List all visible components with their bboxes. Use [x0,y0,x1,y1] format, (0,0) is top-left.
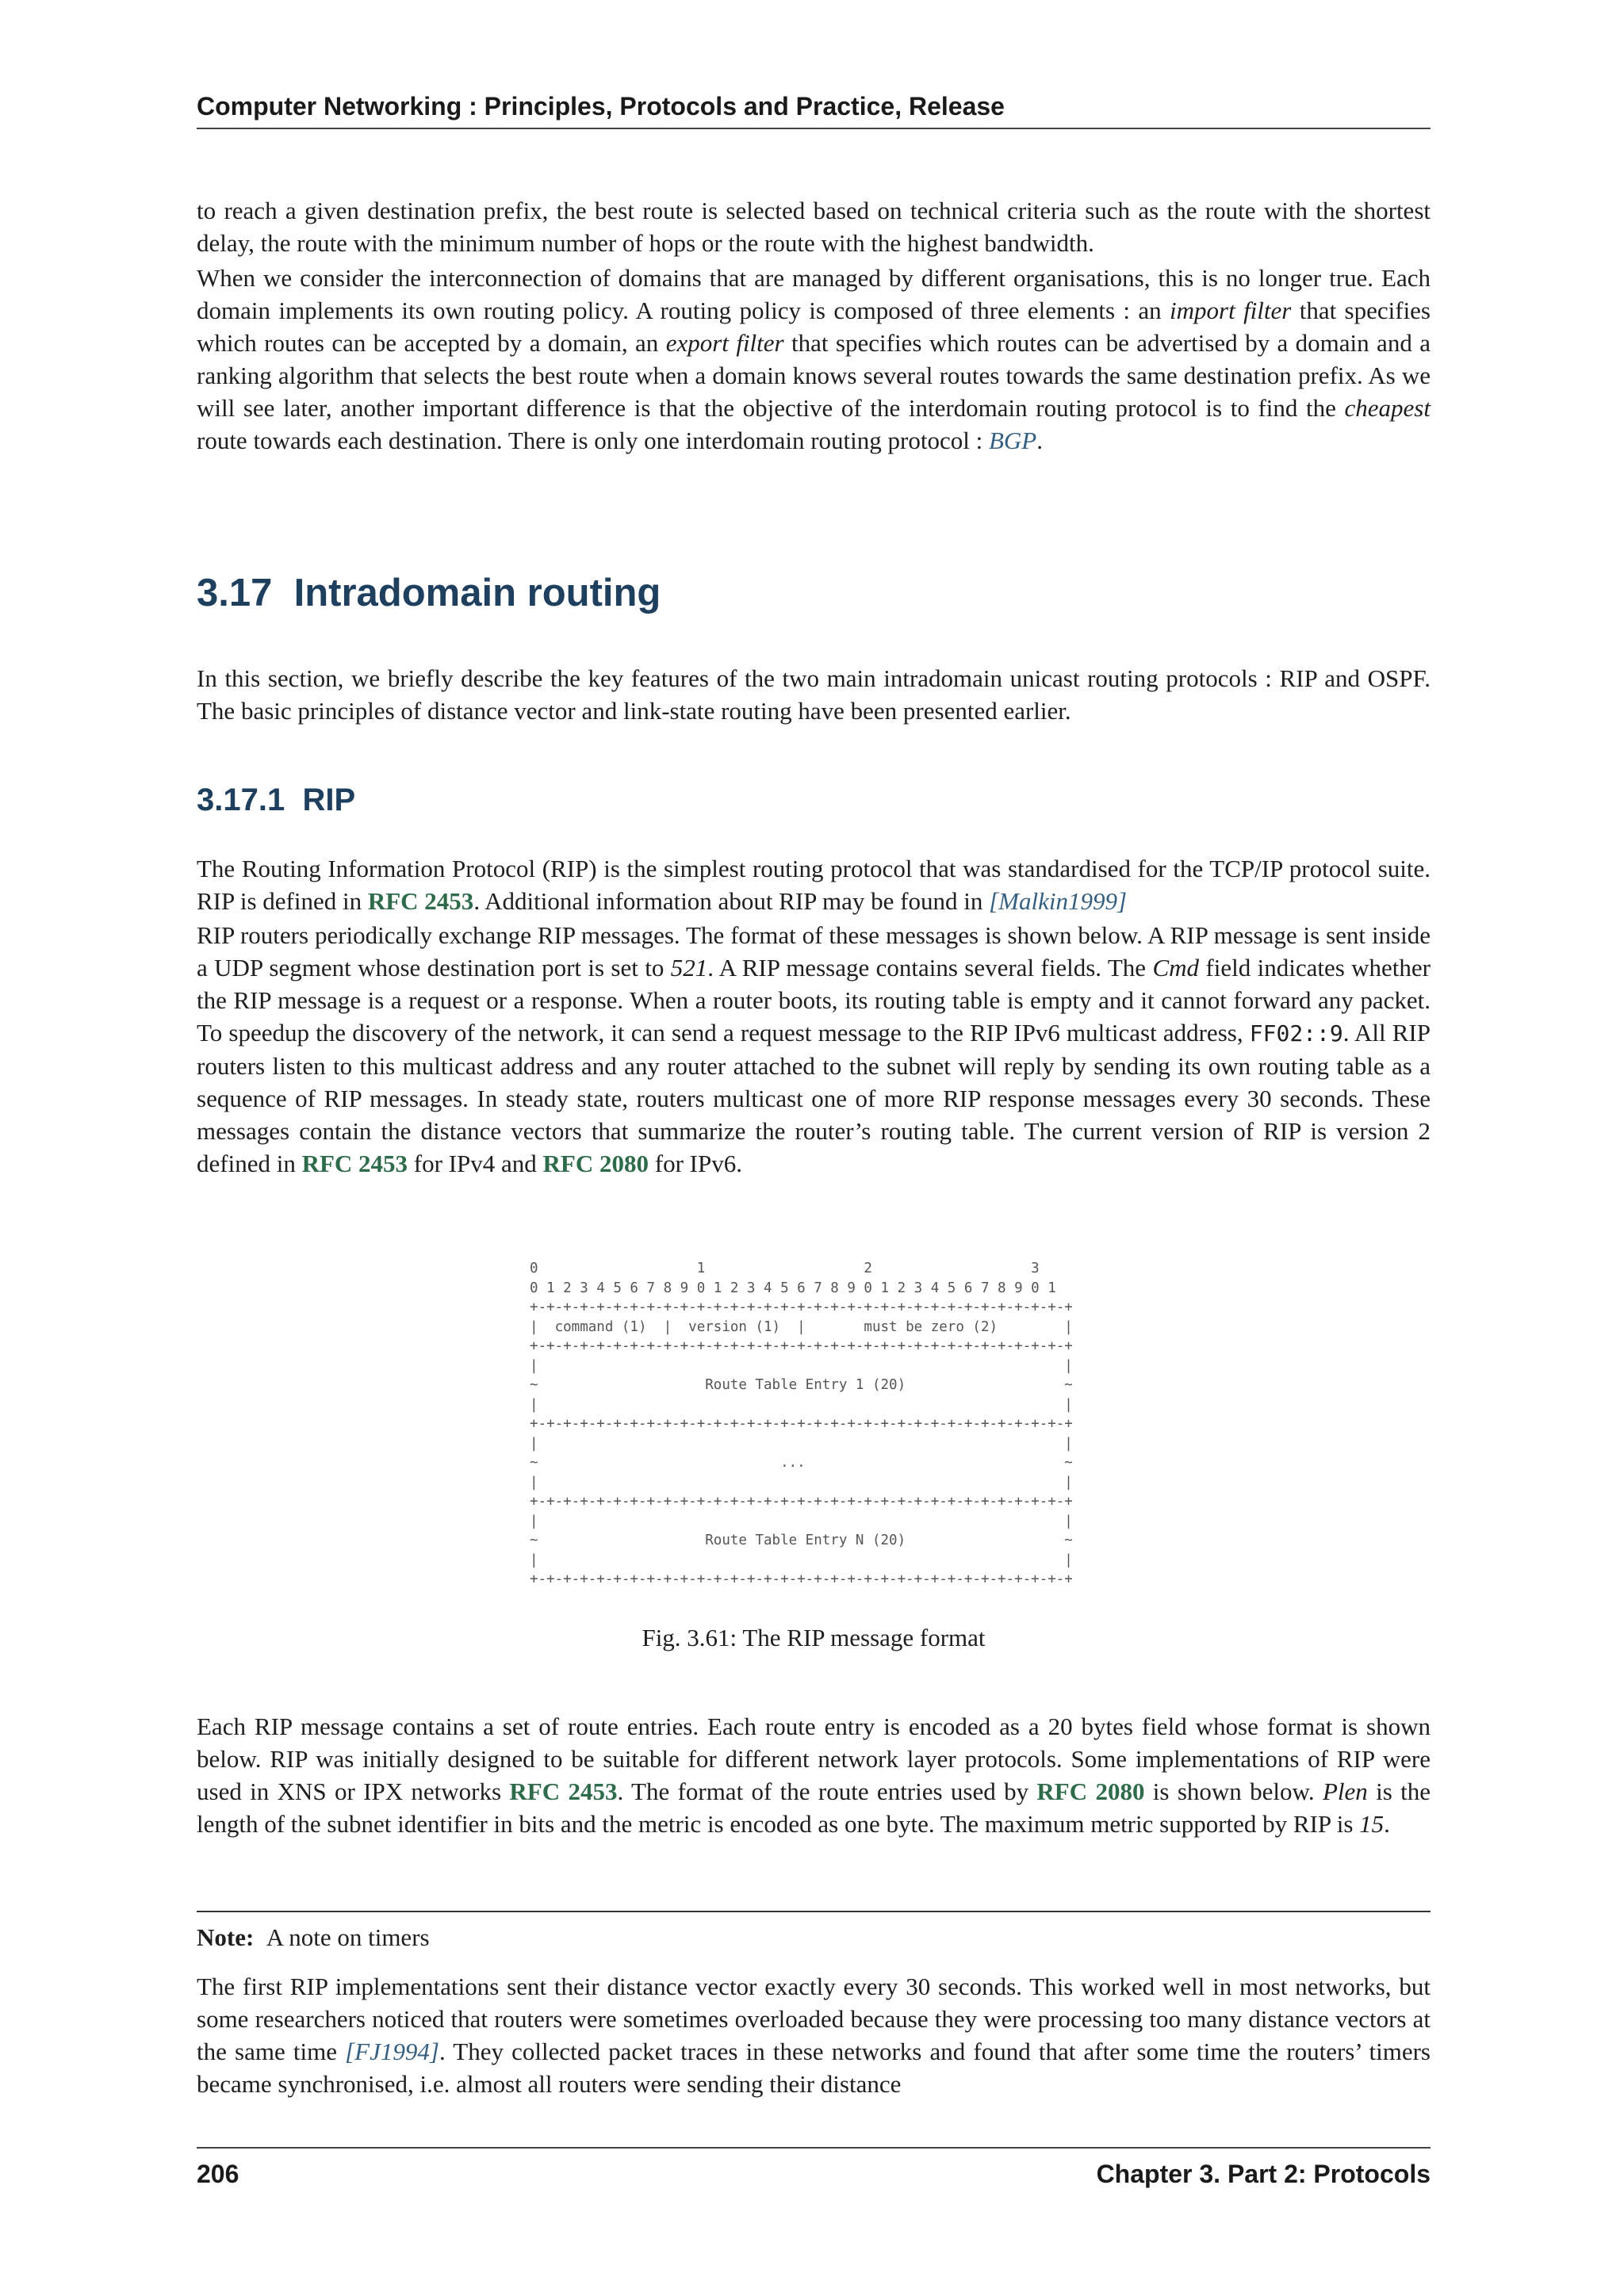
route-entries-paragraph [197,1710,1431,1840]
subsection-title: RIP [302,783,356,817]
text-run: . A RIP message contains several fields. The [707,954,1153,982]
header-rule [197,128,1431,129]
text-run: field indicates whether the RIP message is a request or a response. When a router boots, its routing table is empty and it cannot forward any packet. To speedup the discovery of the network, it can send a request message to the RIP IPv6 multicast address, [197,954,1431,1047]
rip-message-format-diagram [530,1259,1126,1592]
text-run: When we consider the interconnection of domains that are managed by different organisations, this is no longer true. Each domain implements its own routing policy. A routing policy is composed of three elements : an [197,264,1431,324]
intro-text-1: to reach a given destination prefix, the best route is selected based on technical criteria such as the route with the shortest delay, the route with the minimum number of hops or the route with the highest bandwidth. [197,197,1431,257]
note-title: A note on timers [266,1923,430,1951]
diagram-text: 0 1 2 3 0 1 2 3 4 5 6 7 8 9 0 1 2 3 4 5 6 7 8 9 0 1 2 3 4 5 6 7 8 9 0 1 +-+-+-+-+-+-+-+-+-+-+-+-+-+-+-+-+-+-+-+-+-+-+-+-+-+-+-+-+-+-+-+-+ | command (1) | version (1) | must be zero (2) | +-+-+-+-+-+-+-+-+-+-+-+-+-+-+-+-+-+-+-+-+-+-+-+-+-+-+-+-+-+-+-+-+ | | ~ Route Table Entry 1 (20) ~ | | +-+-+-+-+-+-+-+-+-+-+-+-+-+-+-+-+-+-+-+-+-+-+-+-+-+-+-+-+-+-+-+-+ | | ~ ... ~ | | +-+-+-+-+-+-+-+-+-+-+-+-+-+-+-+-+-+-+-+-+-+-+-+-+-+-+-+-+-+-+-+-+ | | ~ Route Table Entry N (20) ~ | | +-+-+-+-+-+-+-+-+-+-+-+-+-+-+-+-+-+-+-+-+-+-+-+-+-+-+-+-+-+-+-+-+ [530,1261,1073,1587]
text-run: . [1384,1810,1390,1838]
text-run: . Additional information about RIP may be found in [473,887,990,915]
rip-paragraph-1 [197,852,1431,917]
note-rule [197,1911,1431,1912]
section-title: Intradomain routing [293,572,661,614]
subsection-heading [197,780,1431,820]
text-run: that specifies which routes can be advertised by a domain and a ranking algorithm that selects the best route when a domain knows several routes towards the same destination prefix. As we will see later, another important difference is that the objective of the interdomain routing protocol is to find the [197,329,1431,422]
note-label: Note: [197,1923,255,1951]
text-run: . They collected packet traces in these networks and found that after some time the routers’ timers became synchronised, i.e. almost all routers were sending their distance [197,2038,1431,2098]
cheapest-term: cheapest [1344,394,1431,422]
text-run: The first RIP implementations sent their distance vector exactly every 30 seconds. This worked well in most networks, but some researchers noticed that routers were sometimes overloaded because they were processing too many distance vectors at the same time [197,1973,1431,2065]
page-number: 206 [197,2160,239,2188]
text-run: is the length of the subnet identifier in bits and the metric is encoded as one byte. The maximum metric supported by RIP is [197,1777,1431,1838]
port-number: 521 [670,954,708,982]
section-heading [197,569,1431,617]
text-run: . The format of the route entries used by [617,1777,1037,1805]
rip-paragraph-2 [197,919,1431,1180]
multicast-address: FF02::9 [1249,1020,1343,1047]
text-run: . [1036,427,1043,454]
rfc-2080-link[interactable]: RFC 2080 [542,1150,649,1177]
import-filter-term: import filter [1170,297,1292,324]
rfc-2453-link[interactable]: RFC 2453 [367,887,474,915]
text-run: Each RIP message contains a set of route entries. Each route entry is encoded as a 20 bytes field whose format is shown below. RIP was initially designed to be suitable for different network layer protocols. Some implementations of RIP were used in XNS or IPX networks [197,1712,1431,1805]
cmd-term: Cmd [1152,954,1200,982]
section-text: In this section, we briefly describe the key features of the two main intradomain unicast routing protocols : RIP and OSPF. The basic principles of distance vector and link-state routing have been presented earlier. [197,664,1431,725]
section-paragraph [197,662,1431,727]
footer-rule [197,2147,1431,2149]
text-run: The Routing Information Protocol (RIP) is the simplest routing protocol that was standardised for the TCP/IP protocol suite. RIP is defined in [197,855,1431,915]
text-run: for IPv6. [649,1150,742,1177]
text-run: route towards each destination. There is only one interdomain routing protocol : [197,427,989,454]
running-header: Computer Networking : Principles, Protocols and Practice, Release [197,92,1005,121]
export-filter-term: export filter [665,329,784,357]
footer [197,2158,1431,2190]
text-run: that specifies which routes can be accepted by a domain, an [197,297,1431,357]
section-number: 3.17 [197,572,273,614]
note-paragraph [197,1970,1431,2100]
max-metric: 15 [1359,1810,1385,1838]
text-run: RIP routers periodically exchange RIP messages. The format of these messages is shown below. A RIP message is sent inside a UDP segment whose destination port is set to [197,921,1431,982]
rfc-2453-link[interactable]: RFC 2453 [301,1150,408,1177]
text-run: for IPv4 and [408,1150,543,1177]
text-run: is shown below. [1144,1777,1323,1805]
text-run: . All RIP routers listen to this multicast address and any router attached to the subnet will reply by sending its own routing table as a sequence of RIP messages. In steady state, routers multicast one of more RIP response messages every 30 seconds. These messages contain the distance vectors that summarize the router’s routing table. The current version of RIP is version 2 defined in [197,1019,1431,1177]
plen-term: Plen [1322,1777,1368,1805]
rfc-2080-link[interactable]: RFC 2080 [1036,1777,1145,1805]
fj1994-citation[interactable]: [FJ1994] [345,2038,439,2065]
intro-paragraph-2 [197,262,1431,457]
intro-paragraph-1 [197,194,1431,259]
bgp-link[interactable]: BGP [988,427,1037,454]
subsection-number: 3.17.1 [197,783,285,817]
rfc-2453-link[interactable]: RFC 2453 [509,1777,618,1805]
note-heading [197,1921,1431,1954]
malkin1999-citation[interactable]: [Malkin1999] [989,887,1128,915]
figure-caption: Fig. 3.61: The RIP message format [642,1624,986,1651]
chapter-title: Chapter 3. Part 2: Protocols [1096,2160,1431,2188]
